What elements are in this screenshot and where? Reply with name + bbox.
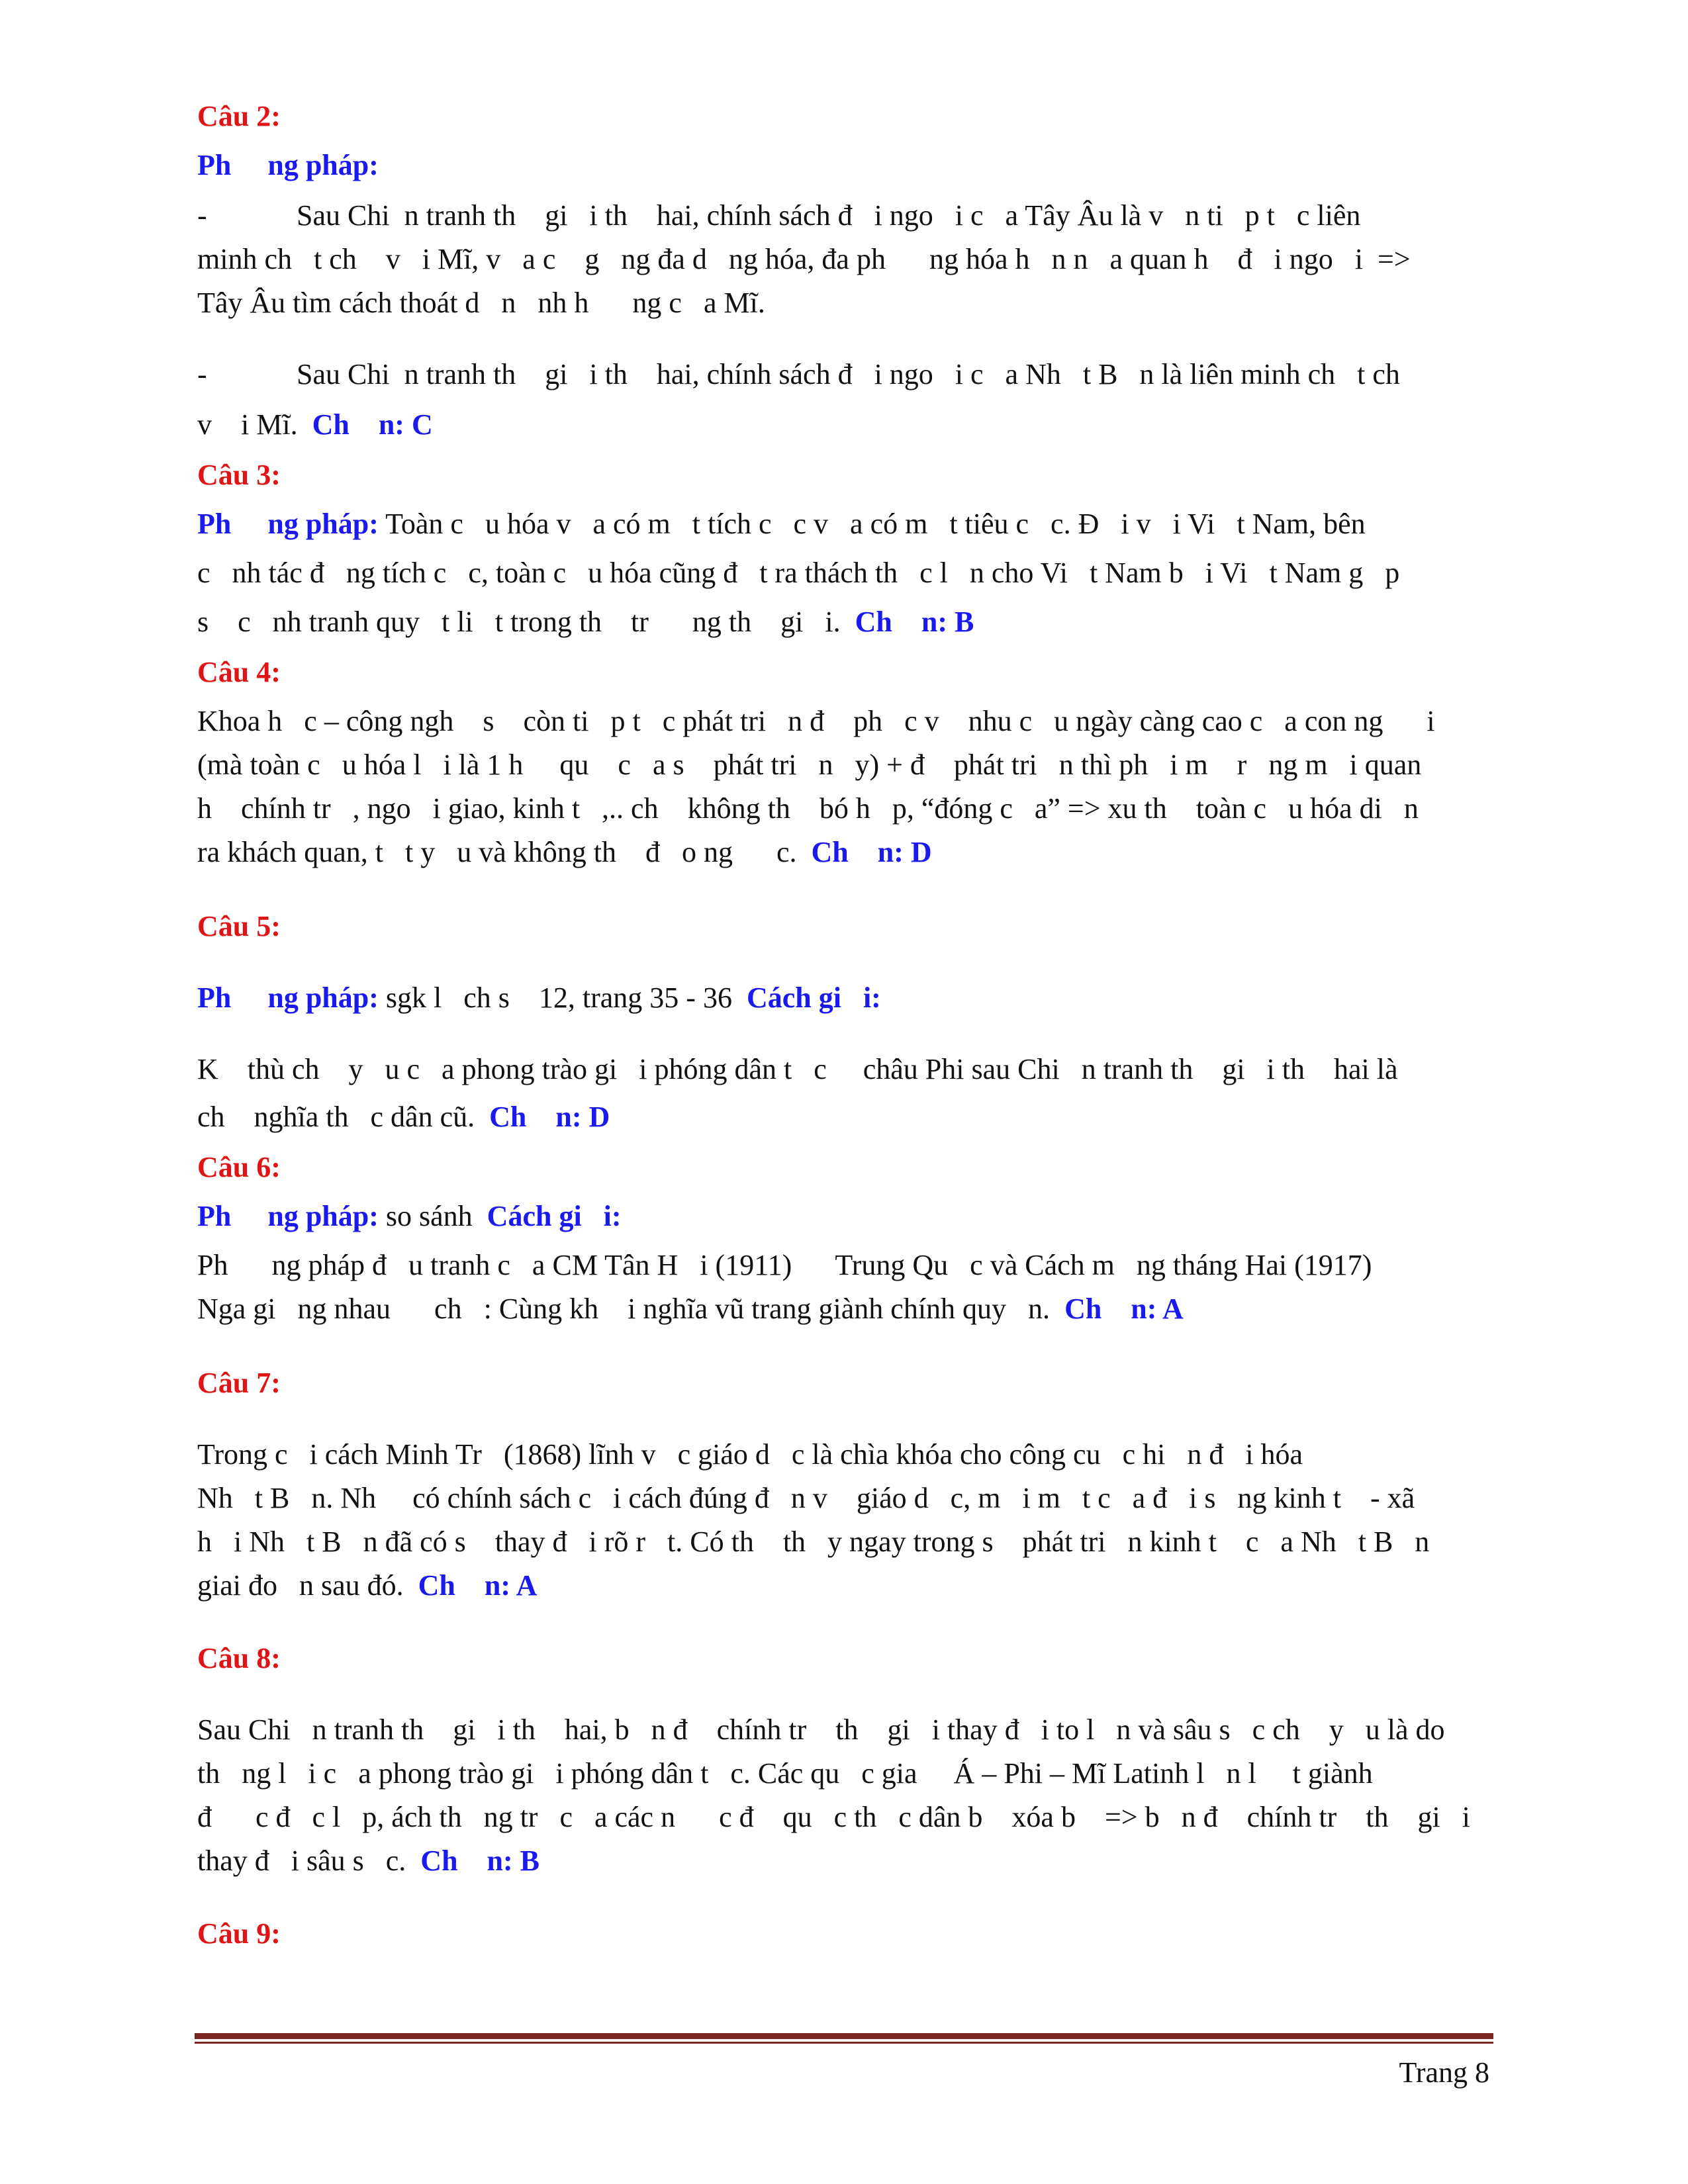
question-5-method-label: Ph ng pháp: (197, 981, 379, 1014)
question-5-line2 (197, 1099, 610, 1136)
question-5-heading: Câu 5: (197, 910, 281, 942)
question-3-line2: c nh tác đ ng tích c c, toàn c u hóa cũng đ t ra thách th c l n cho Vi t Nam b i Vi t Nam g p (197, 557, 1400, 589)
question-7-text: giai đo n sau đó. (197, 1569, 418, 1602)
question-2-para2-line2 (197, 406, 433, 443)
question-8-answer: Ch n: B (420, 1844, 540, 1877)
question-5-text: ch nghĩa th c dân cũ. (197, 1101, 490, 1133)
question-6-line2 (197, 1291, 1184, 1328)
question-5-method-line (197, 979, 881, 1017)
question-8-text: thay đ i sâu s c. (197, 1844, 421, 1877)
question-5-answer: Ch n: D (489, 1101, 610, 1133)
question-9-heading: Câu 9: (197, 1917, 281, 1950)
question-6-solution-label: Cách gi i: (487, 1200, 622, 1232)
question-6-method-label: Ph ng pháp: (197, 1200, 379, 1232)
question-2-para1-line2: minh ch t ch v i Mĩ, v a c g ng đa d ng hóa, đa ph ng hóa h n n a quan h đ i ngo i => (197, 243, 1411, 275)
question-2-answer: Ch n: C (312, 408, 433, 441)
question-5-method-text: sgk l ch s 12, trang 35 - 36 (378, 981, 747, 1014)
question-2-para2-line1: Sau Chi n tranh th gi i th hai, chính sách đ i ngo i c a Nh t B n là liên minh ch t ch (297, 358, 1400, 390)
question-8-line2: th ng l i c a phong trào gi i phóng dân t c. Các qu c gia Á – Phi – Mĩ Latinh l n l t giành (197, 1757, 1373, 1790)
question-5-solution-label: Cách gi i: (746, 981, 881, 1014)
question-5-line1: K thù ch y u c a phong trào gi i phóng dân t c châu Phi sau Chi n tranh th gi i th hai là (197, 1053, 1398, 1085)
question-8-heading: Câu 8: (197, 1642, 281, 1674)
question-6-heading: Câu 6: (197, 1151, 281, 1183)
question-6-text: Nga gi ng nhau ch : Cùng kh i nghĩa vũ trang giành chính quy n. (197, 1293, 1065, 1325)
question-7-line4 (197, 1567, 537, 1604)
question-4-line2: (mà toàn c u hóa l i là 1 h qu c a s phát tri n y) + đ phát tri n thì ph i m r ng m i quan (197, 749, 1422, 781)
question-3-line1 (197, 506, 1366, 543)
question-4-line4 (197, 834, 932, 871)
question-2-heading: Câu 2: (197, 100, 281, 132)
question-2-para1-line1: Sau Chi n tranh th gi i th hai, chính sách đ i ngo i c a Tây Âu là v n ti p t c liên (297, 199, 1361, 232)
question-2-text: v i Mĩ. (197, 408, 312, 441)
question-2-method-label: Ph ng pháp: (197, 149, 379, 181)
question-7-heading: Câu 7: (197, 1367, 281, 1399)
question-6-line1: Ph ng pháp đ u tranh c a CM Tân H i (1911) Trung Qu c và Cách m ng tháng Hai (1917) (197, 1249, 1372, 1281)
question-4-text: ra khách quan, t t y u và không th đ o ng c. (197, 836, 812, 868)
question-6-answer: Ch n: A (1064, 1293, 1184, 1325)
question-3-method-label: Ph ng pháp: (197, 508, 379, 540)
question-7-line2: Nh t B n. Nh có chính sách c i cách đúng đ n v giáo d c, m i m t c a đ i s ng kinh t - xã (197, 1482, 1415, 1514)
question-8-line1: Sau Chi n tranh th gi i th hai, b n đ chính tr th gi i thay đ i to l n và sâu s c ch y u là do (197, 1713, 1445, 1746)
question-7-line1: Trong c i cách Minh Tr (1868) lĩnh v c giáo d c là chìa khóa cho công cu c hi n đ i hóa (197, 1438, 1303, 1471)
question-8-line4 (197, 1843, 539, 1880)
question-3-line3 (197, 604, 974, 641)
question-7-answer: Ch n: A (418, 1569, 538, 1602)
footer-divider-thin (195, 2042, 1493, 2044)
question-2-para1-line3: Tây Âu tìm cách thoát d n nh h ng c a Mĩ. (197, 287, 765, 319)
question-7-line3: h i Nh t B n đã có s thay đ i rõ r t. Có th th y ngay trong s phát tri n kinh t c a Nh t B n (197, 1525, 1430, 1558)
question-8-line3: đ c đ c l p, ách th ng tr c a các n c đ qu c th c dân b xóa b => b n đ chính tr th gi i (197, 1801, 1470, 1833)
bullet-dash: - (197, 358, 207, 390)
question-3-method-text: Toàn c u hóa v a có m t tích c c v a có m t tiêu c c. Đ i v i Vi t Nam, bên (378, 508, 1366, 540)
question-4-line3: h chính tr , ngo i giao, kinh t ,.. ch không th bó h p, “đóng c a” => xu th toàn c u hóa di n (197, 792, 1419, 825)
page-number: Trang 8 (1399, 2056, 1489, 2089)
question-6-method-text: so sánh (378, 1200, 487, 1232)
footer-divider-thick (195, 2033, 1493, 2039)
question-4-heading: Câu 4: (197, 656, 281, 688)
question-6-method-line (197, 1198, 622, 1235)
question-3-text: s c nh tranh quy t li t trong th tr ng th gi i. (197, 606, 855, 638)
bullet-dash: - (197, 199, 207, 232)
question-4-line1: Khoa h c – công ngh s còn ti p t c phát tri n đ ph c v nhu c u ngày càng cao c a con ng i (197, 705, 1435, 737)
question-4-answer: Ch n: D (811, 836, 932, 868)
question-3-answer: Ch n: B (855, 606, 974, 638)
question-3-heading: Câu 3: (197, 459, 281, 491)
